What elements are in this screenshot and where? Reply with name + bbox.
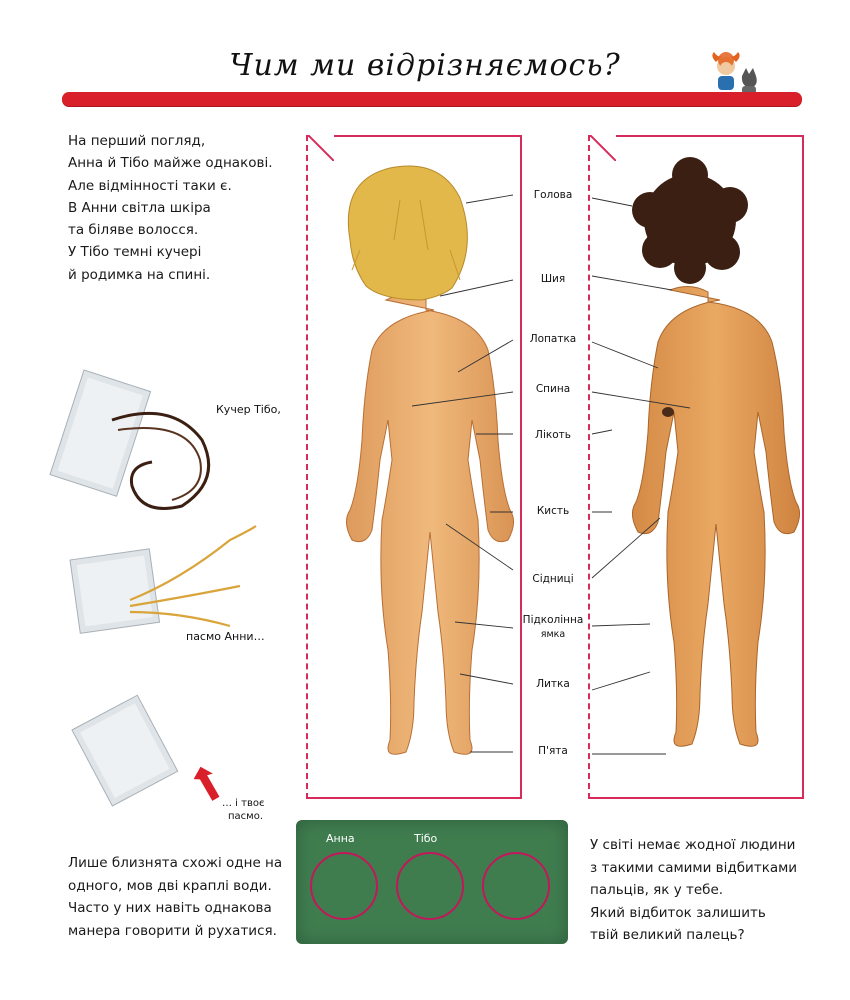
label-back: Спина bbox=[535, 383, 571, 395]
twins-line: манера говорити й рухатися. bbox=[68, 922, 277, 939]
anna-strand-caption: пасмо Анни… bbox=[186, 630, 265, 643]
red-arrow-icon bbox=[191, 764, 220, 804]
thibaut-panel bbox=[588, 135, 804, 799]
intro-line: У Тібо темні кучері bbox=[68, 244, 202, 261]
intro-line: та біляве волосся. bbox=[68, 222, 199, 239]
intro-line: й родимка на спині. bbox=[68, 266, 211, 283]
pad-name-thibaut: Тібо bbox=[414, 832, 438, 845]
twins-line: Лише близнята схожі одне на bbox=[68, 855, 283, 871]
empty-hair-packet bbox=[72, 695, 178, 806]
thibaut-hair-packet bbox=[50, 370, 151, 496]
intro-paragraph bbox=[68, 130, 272, 286]
fingerprint-line: пальців, як у тебе. bbox=[590, 882, 724, 898]
label-elbow: Лікоть bbox=[535, 429, 571, 441]
fingerprint-line: У світі немає жодної людини bbox=[590, 837, 796, 853]
label-shoulder-blade: Лопатка bbox=[529, 333, 577, 345]
fingerprint-line: з такими самими відбитками bbox=[590, 859, 798, 876]
fingerprint-pad bbox=[296, 820, 568, 944]
label-buttocks: Сідниці bbox=[532, 573, 574, 585]
label-neck: Шия bbox=[540, 273, 566, 285]
intro-line: Анна й Тібо майже однакові. bbox=[68, 155, 273, 172]
anna-hair-strand bbox=[130, 526, 256, 626]
intro-line: В Анни світла шкіра bbox=[68, 199, 211, 216]
label-knee-pit-1: Підколінна bbox=[522, 614, 584, 626]
fingerprint-line: Який відбиток залишить bbox=[590, 904, 766, 921]
label-calf: Литка bbox=[536, 678, 570, 690]
your-strand-caption-2: пасмо. bbox=[228, 811, 264, 822]
twins-paragraph bbox=[68, 852, 282, 942]
twins-line: Часто у них навіть однакова bbox=[68, 900, 272, 916]
intro-line: На перший погляд, bbox=[68, 133, 206, 149]
label-knee-pit-2: ямка bbox=[540, 629, 566, 640]
your-strand-caption-1: … і твоє bbox=[222, 798, 265, 809]
label-head: Голова bbox=[533, 189, 573, 201]
thibaut-hair-curl bbox=[112, 413, 209, 508]
intro-line: Але відмінності таки є. bbox=[68, 177, 232, 194]
label-hand: Кисть bbox=[536, 505, 570, 517]
fingerprint-circle-anna[interactable] bbox=[310, 852, 378, 920]
fingerprint-paragraph bbox=[590, 834, 797, 947]
anna-panel bbox=[306, 135, 522, 799]
pad-name-anna: Анна bbox=[326, 832, 355, 845]
fingerprint-circle-thibaut[interactable] bbox=[396, 852, 464, 920]
page-title: Чим ми відрізняємось? bbox=[229, 48, 621, 83]
anna-hair-packet bbox=[70, 549, 160, 633]
title-underline-bar bbox=[62, 92, 802, 106]
fingerprint-line: твій великий палець? bbox=[590, 927, 745, 943]
label-heel: П'ята bbox=[538, 745, 568, 757]
twins-line: одного, мов дві краплі води. bbox=[68, 877, 272, 894]
thibaut-curl-caption: Кучер Тібо, bbox=[216, 403, 281, 416]
fingerprint-circle-yours[interactable] bbox=[482, 852, 550, 920]
